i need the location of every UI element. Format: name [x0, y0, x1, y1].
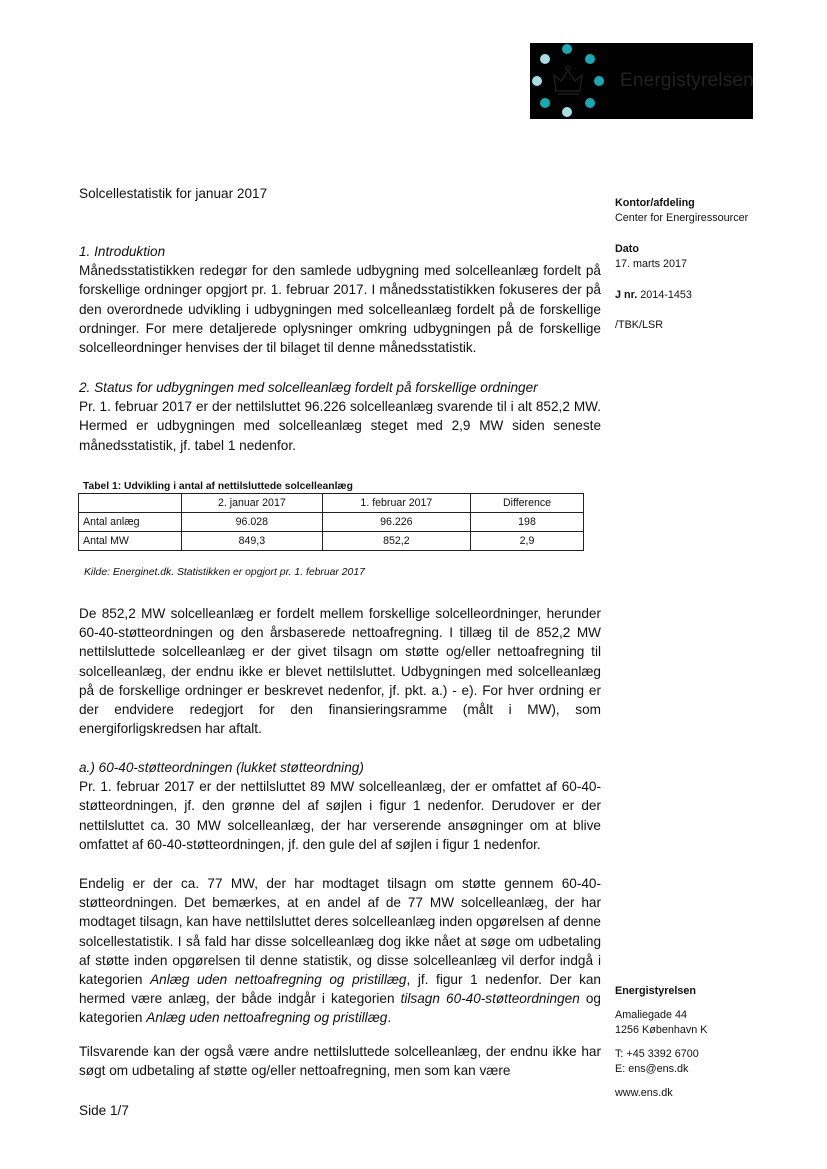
logo-dot-icon — [562, 44, 572, 54]
department-label: Kontor/afdeling — [615, 197, 695, 209]
text-run-italic: tilsagn 60-40-støtteordningen — [400, 991, 580, 1007]
jnr-value: 2014-1453 — [640, 289, 692, 301]
table-caption: Tabel 1: Udvikling i antal af nettilsluttede solcelleanlæg — [83, 481, 353, 492]
table-cell: 849,3 — [182, 532, 323, 551]
text-run: og kategorien — [79, 991, 601, 1026]
section-introduction — [79, 242, 601, 357]
energistyrelsen-logo — [530, 43, 753, 119]
department-value: Center for Energiressourcer — [615, 212, 749, 224]
org-name: Energistyrelsen — [615, 985, 697, 997]
text-run: , jf. figur 1 nedenfor. Der kan hermed være anlæg, der både indgår i kategorien — [79, 972, 601, 1007]
text-run: . — [387, 1010, 392, 1026]
section-heading: a.) 60-40-støtteordningen (lukket støtteordning) — [79, 760, 364, 775]
phone-number: T: +45 3392 6700 — [615, 1048, 699, 1060]
table-row — [79, 532, 584, 551]
table-cell: 96.028 — [182, 513, 323, 532]
table-cell: 96.226 — [322, 513, 470, 532]
sidebar-jnr — [615, 288, 775, 303]
address-line-2: 1256 København K — [615, 1024, 708, 1036]
email-address: E: ens@ens.dk — [615, 1063, 689, 1075]
table-header-cell: 1. februar 2017 — [322, 494, 470, 513]
logo-dot-icon — [532, 76, 542, 86]
logo-dot-icon — [594, 76, 604, 86]
table-row-label: Antal MW — [79, 532, 182, 551]
section-heading: 2. Status for udbygningen med solcelleanlæg fordelt på forskellige ordninger — [79, 380, 538, 395]
document-title: Solcellestatistik for januar 2017 — [79, 186, 268, 201]
text-run-italic: Anlæg uden nettoafregning og pristillæg — [150, 972, 407, 988]
table-header-cell: 2. januar 2017 — [182, 494, 323, 513]
section-a-paragraph-3 — [79, 1042, 601, 1080]
table-cell: 198 — [471, 513, 584, 532]
paragraph-body — [79, 874, 601, 1028]
paragraph-body: De 852,2 MW solcelleanlæg er fordelt mellem forskellige solcelleordninger, herunder 60-40-støtteordningen og den årsbaserede nettoafregning. I tillæg til de 852,2 MW nettilsluttede solcelleanlæg er der givet tilsagn om støtte og/eller nettoafregning til solcelleanlæg, der endnu ikke er blevet nettilsluttet. Udbygningen med solcelleanlæg på de forskellige ordninger er beskrevet nedenfor, jf. pkt. a.) - e). For hver ordning er der endvidere redegjort for den finansieringsramme (målt i MW), som energiforligskredsen har aftalt. — [79, 606, 601, 737]
section-body: Pr. 1. februar 2017 er der nettilsluttet 96.226 solcelleanlæg svarende til i alt 852,2 MW. Hermed er udbygningen med solcelleanlæg steget med 2,9 MW siden seneste månedsstatistik, jf. tabel 1 nedenfor. — [79, 399, 601, 453]
website-link[interactable]: www.ens.dk — [615, 1087, 673, 1099]
jnr-label: J nr. — [615, 289, 638, 301]
table-header-cell — [79, 494, 182, 513]
logo-dot-icon — [540, 54, 550, 64]
sidebar-contact — [615, 984, 775, 1101]
paragraph-body: Tilsvarende kan der også være andre nettilsluttede solcelleanlæg, der endnu ikke har søgt om udbetaling af støtte og/eller nettoafregning, men som kan være — [79, 1044, 601, 1079]
date-label: Dato — [615, 243, 639, 255]
section-status — [79, 378, 601, 455]
paragraph-distribution — [79, 604, 601, 738]
logo-dot-icon — [562, 107, 572, 117]
section-a — [79, 758, 601, 854]
table-header-cell: Difference — [471, 494, 584, 513]
text-run-italic: Anlæg uden nettoafregning og pristillæg — [146, 1010, 388, 1026]
table-row-label: Antal anlæg — [79, 513, 182, 532]
section-body: Pr. 1. februar 2017 er der nettilsluttet 89 MW solcelleanlæg, der er omfattet af 60-40-støtteordningen, jf. den grønne del af søjlen i figur 1 nedenfor. Derudover er der nettilsluttet ca. 30 MW solcelleanlæg, der har verserende ansøgninger om at blive omfattet af 60-40-støtteordningen, jf. den gule del af søjlen i figur 1 nedenfor. — [79, 779, 601, 852]
logo-dot-icon — [585, 98, 595, 108]
table-header-row — [79, 494, 584, 513]
sidebar-reference: /TBK/LSR — [615, 319, 664, 331]
table-cell: 852,2 — [322, 532, 470, 551]
section-body: Månedsstatistikken redegør for den samlede udbygning med solcelleanlæg fordelt på forskellige ordninger opgjort pr. 1. februar 2017. I månedsstatistikken fokuseres der på den overordnede udvikling i udbygningen med solcelleanlæg fordelt på de forskellige ordninger. For mere detaljerede oplysninger omkring udbygningen på de forskellige solcelleordninger henvises der til bilaget til denne månedsstatistik. — [79, 263, 601, 356]
address-line-1: Amaliegade 44 — [615, 1009, 688, 1021]
table-row — [79, 513, 584, 532]
date-value: 17. marts 2017 — [615, 258, 688, 270]
sidebar-date — [615, 242, 775, 272]
text-run: Endelig er der ca. 77 MW, der har modtaget tilsagn om støtte gennem 60-40-støtteordningen. Det bemærkes, at en andel af de 77 MW solcelleanlæg, der har modtaget tilsagn, kan have nettilsluttet deres solcelleanlæg inden opgørelsen af denne solcellestatistik. I så fald har disse solcelleanlæg dog ikke nået at søge om udbetaling af støtte inden opgørelsen til denne statistik, og disse solcelleanlæg vil derfor indgå i kategorien — [79, 876, 601, 988]
section-a-paragraph-2 — [79, 874, 601, 1028]
table-source-note: Kilde: Energinet.dk. Statistikken er opgjort pr. 1. februar 2017 — [84, 567, 365, 578]
crown-icon — [551, 63, 585, 99]
logo-brand-name: Energistyrelsen — [620, 70, 754, 91]
table-cell: 2,9 — [471, 532, 584, 551]
sidebar-department — [615, 196, 775, 226]
section-heading: 1. Introduktion — [79, 244, 166, 259]
logo-dot-icon — [540, 98, 550, 108]
page-number: Side 1/7 — [79, 1103, 129, 1118]
data-table — [78, 493, 584, 551]
logo-dot-icon — [585, 54, 595, 64]
